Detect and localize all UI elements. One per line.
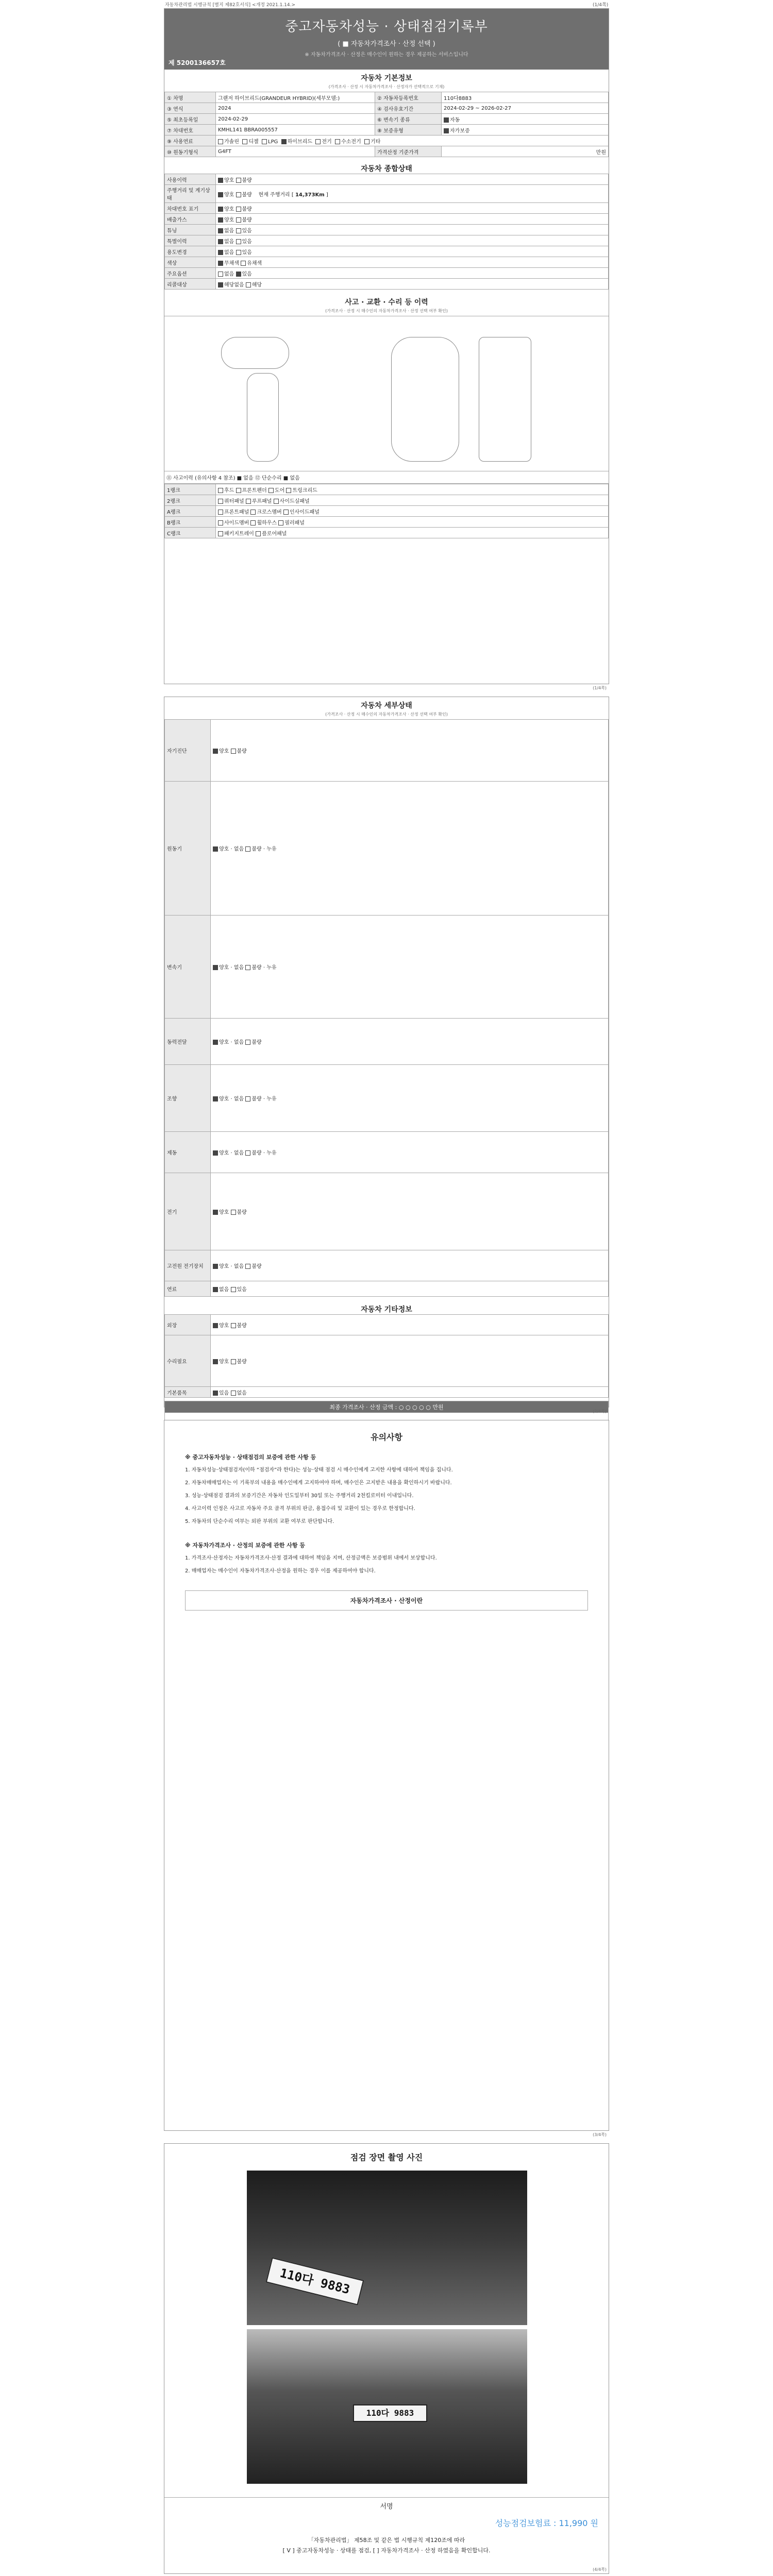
price-box-title: 최종 가격조사 · 산정 금액 — [329, 1404, 394, 1411]
mileage-value: 14,373Km — [295, 192, 325, 198]
checkbox-icon — [444, 128, 449, 133]
overview-cell: 없음 있음 — [216, 246, 609, 257]
page-counter: (1/4쪽) — [593, 3, 609, 8]
basic-info-title: 자동차 기본정보 — [361, 74, 412, 82]
car-frame-icon — [479, 337, 531, 462]
detail-group: 고전원 전기장치 — [165, 1250, 211, 1281]
document-subtitle: ( ■ 자동차가격조사 · 산정 선택 ) — [338, 40, 435, 48]
checkbox-icon — [242, 139, 247, 144]
notice-section1: ※ 중고자동차성능 · 상태점검의 보증에 관한 사항 등 — [185, 1454, 316, 1461]
document-number: 제 5200136657호 — [169, 59, 226, 66]
rank-cell: 후드 프론트펜더 도어 트렁크리드 — [216, 484, 609, 495]
transmission — [442, 114, 609, 125]
detail-sub: (가격조사 · 산정 시 매수인의 자동차가격조사 · 산정 선택 여부 확인) — [325, 712, 448, 717]
accident-title: 사고 · 교환 · 수리 등 이력 — [345, 298, 428, 307]
footer-line-1: 「자동차관리법」 제58조 및 같은 법 시행규칙 제120조에 따라 — [308, 2537, 465, 2544]
insurance-fee: 성능점검보험료 : 11,990 원 — [495, 2518, 598, 2528]
vin-label: ⑦ 차대번호 — [165, 125, 216, 135]
license-plate: 110다 9883 — [353, 2404, 427, 2422]
first-reg-label: ⑤ 최초등록일 — [165, 114, 216, 125]
detail-group: 변속기 — [165, 916, 211, 1019]
notice-section2: ※ 자동차가격조사 · 산정의 보증에 관한 사항 등 — [185, 1542, 305, 1549]
inspection-photo-front — [247, 2171, 527, 2325]
price-box: 최종 가격조사 · 산정 금액 : ○ ○ ○ ○ ○ 만원 — [164, 1401, 609, 1454]
detail-group: 동력전달 — [165, 1019, 211, 1065]
page-4 — [164, 2143, 609, 2574]
car-side-icon — [247, 373, 279, 462]
overview-row: 배출가스 — [165, 214, 216, 225]
signature-row — [164, 2497, 609, 2554]
signature-label: 서명 — [380, 2503, 393, 2511]
reg-no: 110다8883 — [442, 92, 609, 103]
overview-row: 주행거리 및 계기상태 — [165, 185, 216, 203]
rank-label: B랭크 — [165, 517, 216, 528]
other-table — [164, 1314, 609, 1398]
notice-box — [185, 1590, 588, 1611]
detail-table — [164, 719, 609, 1297]
notice-title: 유의사항 — [371, 1432, 402, 1442]
overview-cell: 없음 있음 — [216, 268, 609, 279]
checkbox-icon — [444, 117, 449, 123]
page-3 — [164, 1420, 609, 2137]
notice-paragraph: 2. 매매업자는 매수인이 자동차가격조사·산정을 원하는 경우 이를 제공하여야 합니다. — [185, 1568, 376, 1574]
checkbox-icon — [281, 139, 287, 144]
detail-group: 연료 — [165, 1281, 211, 1297]
year-label: ③ 연식 — [165, 103, 216, 114]
engine: G4FT — [216, 146, 375, 157]
checkbox-icon — [315, 139, 321, 144]
page-number: (3/4쪽) — [593, 2132, 607, 2137]
rank-label: 1랭크 — [165, 484, 216, 495]
checkbox-icon — [262, 139, 267, 144]
warranty-label: ⑧ 보증유형 — [375, 125, 442, 135]
warranty-value: 자가보증 — [450, 128, 470, 134]
other-cell: 있음 없음 — [211, 1387, 609, 1398]
vin: KMHL141 BBRA005557 — [216, 125, 375, 135]
overview-row: 리콜대상 — [165, 279, 216, 290]
overview-row: 특별이력 — [165, 235, 216, 246]
fuel-option: 디젤 — [248, 139, 259, 145]
checkbox-icon — [218, 139, 223, 144]
detail-group: 자기진단 — [165, 720, 211, 782]
rank-cell: 프론트패널 크로스멤버 인사이드패널 — [216, 506, 609, 517]
detail-cell: 양호 · 없음 불량 — [211, 1019, 609, 1065]
page-number: (1/4쪽) — [593, 686, 607, 690]
notice-paragraph: 1. 자동차성능·상태점검자(이하 “점검자”라 한다)는 성능·상태 점검 시 매수인에게 고지한 사항에 대하여 책임을 집니다. — [185, 1467, 453, 1473]
overview-cell: 해당없음 해당 — [216, 279, 609, 290]
detail-cell: 양호 · 없음 불량 · 누유 — [211, 1065, 609, 1132]
warranty — [442, 125, 609, 135]
detail-cell: 양호 불량 — [211, 720, 609, 782]
document-header — [0, 0, 773, 7]
rank-label: A랭크 — [165, 506, 216, 517]
overview-cell: 무채색 유채색 — [216, 257, 609, 268]
fuel-option: 가솔린 — [224, 139, 239, 145]
detail-group: 조향 — [165, 1065, 211, 1132]
fuel-option: 기타 — [371, 139, 381, 145]
notice-box-title: 자동차가격조사 · 산정이란 — [350, 1597, 423, 1604]
form-reference: 자동차관리법 시행규칙 [별지 제82호서식] <개정 2021.1.14.> — [165, 3, 296, 8]
overview-row: 사용이력 — [165, 174, 216, 185]
car-diagram — [164, 316, 609, 471]
notice-paragraph: 5. 자동차의 단순수리 여부는 외판 부위의 교환 여부로 판단합니다. — [185, 1519, 334, 1524]
inspect-label: ④ 검사유효기간 — [375, 103, 442, 114]
car-name-label: ① 차명 — [165, 92, 216, 103]
rank-label: 2랭크 — [165, 495, 216, 506]
detail-cell: 양호 · 없음 불량 · 누유 — [211, 916, 609, 1019]
notice-paragraph: 1. 가격조사·산정자는 자동차가격조사·산정 결과에 대하여 책임을 지며, 산정금액은 보증범위 내에서 보상합니다. — [185, 1555, 437, 1561]
title-banner — [164, 9, 609, 70]
footer-line-2: [ V ] 중고자동차성능 · 상태를 점검, [ ] 자동차가격조사 · 산정 하였음을 확인합니다. — [282, 2547, 491, 2554]
engine-label: ⑩ 원동기형식 — [165, 146, 216, 157]
fuel-label: ⑨ 사용연료 — [165, 135, 216, 146]
car-top-icon — [391, 337, 459, 462]
basic-info-table — [164, 92, 609, 157]
other-row: 외장 — [165, 1315, 211, 1335]
detail-group: 원동기 — [165, 782, 211, 916]
detail-group: 제동 — [165, 1132, 211, 1173]
inspection-photo-rear — [247, 2329, 527, 2484]
car-front-icon — [221, 337, 289, 369]
detail-title: 자동차 세부상태 — [361, 702, 412, 710]
rank-cell: 사이드멤버 휠하우스 필러패널 — [216, 517, 609, 528]
fuel-option: LPG — [268, 139, 278, 145]
inspect-period: 2024-02-29 ~ 2026-02-27 — [442, 103, 609, 114]
detail-cell: 양호 불량 — [211, 1173, 609, 1250]
checkbox-icon — [335, 139, 340, 144]
fuel-options — [216, 135, 609, 146]
rank-cell: 패키지트레이 플로어패널 — [216, 528, 609, 538]
other-row: 수리필요 — [165, 1335, 211, 1387]
rank-cell: 쿼터패널 루프패널 사이드실패널 — [216, 495, 609, 506]
overview-cell: 없음 있음 — [216, 225, 609, 235]
photo-page-title: 점검 장면 촬영 사진 — [350, 2153, 423, 2162]
overview-row: 주요옵션 — [165, 268, 216, 279]
overview-row: 차대번호 표기 — [165, 203, 216, 214]
year: 2024 — [216, 103, 375, 114]
price-label: 가격산정 기준가격 — [375, 146, 442, 157]
fuel-option: 전기 — [322, 139, 332, 145]
car-name: 그랜저 하이브리드(GRANDEUR HYBRID)(세부모델:) — [216, 92, 375, 103]
mileage-label: 현재 주행거리 — [258, 192, 290, 198]
notice-paragraph: 3. 성능·상태점검 결과의 보증기간은 자동차 인도일부터 30일 또는 주행거리 2천킬로미터 이내입니다. — [185, 1493, 414, 1499]
overview-row: 튜닝 — [165, 225, 216, 235]
document-note: ※ 자동차가격조사 · 산정은 매수인이 원하는 경우 제공하는 서비스입니다 — [305, 52, 468, 58]
price-value: 만원 — [442, 146, 609, 157]
notice-paragraph: 2. 자동차매매업자는 이 기록부의 내용을 매수인에게 고지하여야 하며, 매수인은 고지받은 내용을 확인하시기 바랍니다. — [185, 1480, 452, 1486]
fuel-option: 하이브리드 — [287, 139, 313, 145]
detail-group: 전기 — [165, 1173, 211, 1250]
detail-cell: 양호 · 없음 불량 · 누유 — [211, 1132, 609, 1173]
trans-label: ⑥ 변속기 종류 — [375, 114, 442, 125]
basic-info-sub: (가격조사 · 산정 시 자동차가격조사 · 산정자가 선택적으로 기재) — [328, 84, 445, 89]
other-row: 기본품목 — [165, 1387, 211, 1398]
transmission-value: 자동 — [450, 117, 460, 123]
accident-summary: ⑪ 사고이력 (유의사항 4 참조) ■ 없음 ⑫ 단순수리 ■ 없음 — [164, 471, 609, 484]
fuel-option: 수소전기 — [341, 139, 361, 145]
reg-no-label: ② 자동차등록번호 — [375, 92, 442, 103]
detail-cell: 양호 · 없음 불량 · 누유 — [211, 782, 609, 916]
license-plate: 110다 9883 — [266, 2257, 364, 2305]
rank-table — [164, 484, 609, 538]
overview-cell: 양호 불량 — [216, 174, 609, 185]
page-1 — [164, 8, 609, 690]
first-reg: 2024-02-29 — [216, 114, 375, 125]
detail-cell: 양호 · 없음 불량 — [211, 1250, 609, 1281]
overview-table — [164, 174, 609, 290]
detail-cell: 없음 있음 — [211, 1281, 609, 1297]
checkbox-icon — [364, 139, 369, 144]
page-2 — [164, 697, 609, 1414]
other-title: 자동차 기타정보 — [361, 1306, 412, 1314]
document-title: 중고자동차성능 · 상태점검기록부 — [285, 19, 488, 35]
other-cell: 양호 불량 — [211, 1335, 609, 1387]
overview-title: 자동차 종합상태 — [361, 165, 412, 173]
overview-cell: 양호 불량 — [216, 203, 609, 214]
price-box-amount: ○ ○ ○ ○ ○ 만원 — [398, 1404, 444, 1411]
overview-row: 용도변경 — [165, 246, 216, 257]
accident-sub: (가격조사 · 산정 시 매수인의 자동차가격조사 · 산정 선택 여부 확인) — [325, 309, 448, 313]
mileage-cell: 양호 불량 현재 주행거리 [ 14,373Km ] — [216, 185, 609, 203]
page-number: (4/4쪽) — [593, 2567, 607, 2572]
other-cell: 양호 불량 — [211, 1315, 609, 1335]
overview-cell: 없음 있음 — [216, 235, 609, 246]
rank-label: C랭크 — [165, 528, 216, 538]
detail-status: 양호 — [219, 749, 229, 754]
notice-paragraph: 4. 사고이력 인정은 사고로 자동차 주요 골격 부위의 판금, 용접수리 및 교환이 있는 경우로 한정합니다. — [185, 1506, 415, 1512]
page-number: (2/4쪽) — [593, 1409, 607, 1414]
overview-cell: 양호 불량 — [216, 214, 609, 225]
overview-row: 색상 — [165, 257, 216, 268]
